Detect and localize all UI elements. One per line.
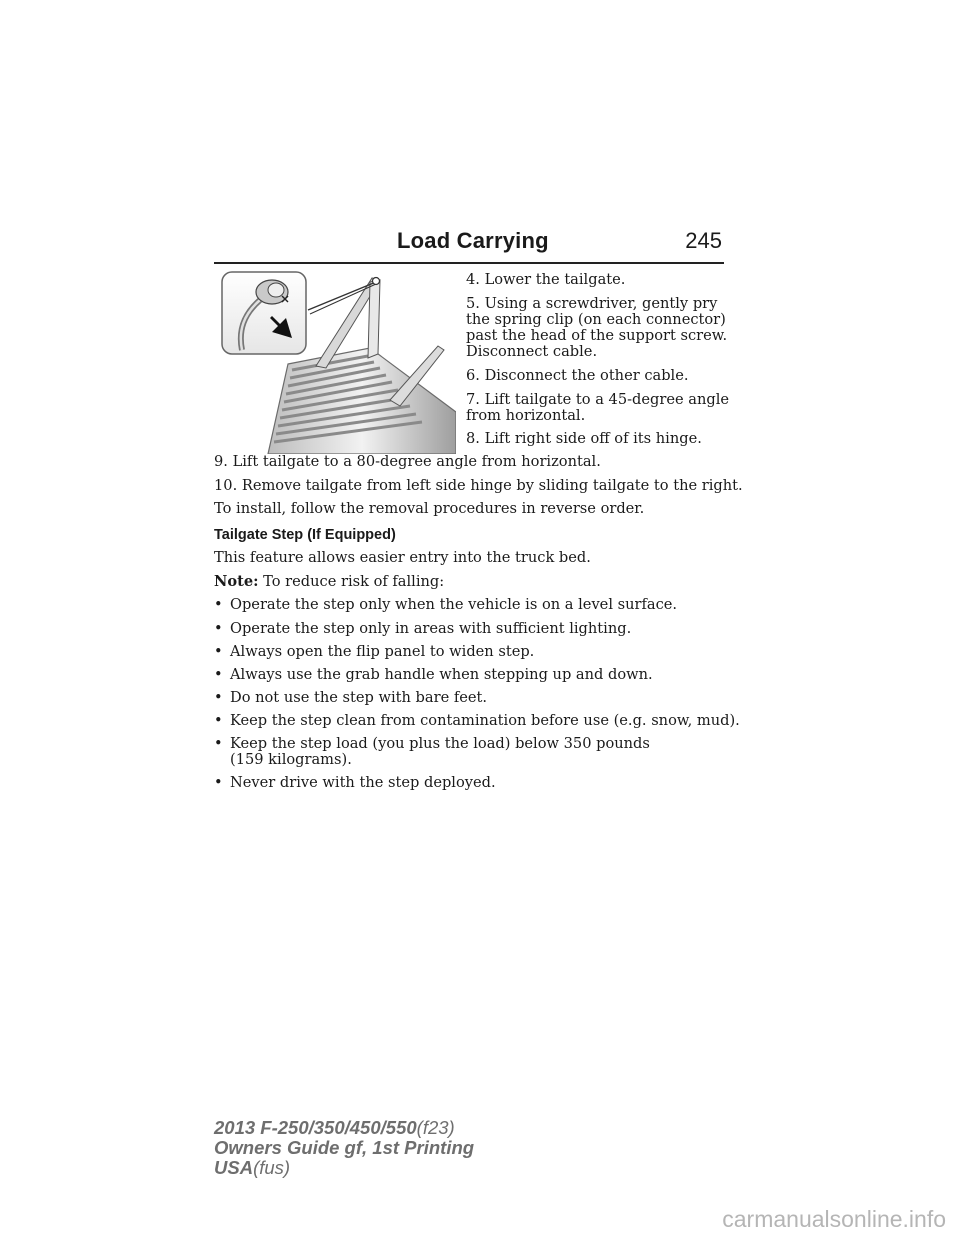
note-text: To reduce risk of falling:: [263, 573, 445, 590]
footer-line-2: [214, 1138, 474, 1158]
bullet-dot: •: [214, 712, 223, 729]
section-title: Load Carrying: [397, 228, 549, 253]
note-label: Note:: [214, 573, 259, 590]
step-9: 9. Lift tailgate to a 80-degree angle from horizontal.: [214, 453, 601, 470]
step-5-line-1: 5. Using a screwdriver, gently pry: [466, 295, 718, 312]
step-5-line-3: past the head of the support screw.: [466, 327, 728, 344]
page-header: [214, 228, 724, 264]
bullet-dot: •: [214, 689, 223, 706]
step-5-line-2: the spring clip (on each connector): [466, 311, 726, 328]
document-footer: [214, 1118, 474, 1178]
bullet-dot: •: [214, 643, 223, 660]
page-number: 245: [685, 228, 722, 253]
list-item-text: Always open the flip panel to widen step.: [230, 643, 535, 660]
footer-line-3: [214, 1158, 474, 1178]
install-instruction: To install, follow the removal procedures in reverse order.: [214, 500, 645, 517]
bullet-dot: •: [214, 735, 223, 752]
step-8: 8. Lift right side off of its hinge.: [466, 430, 702, 447]
footer-market: USA: [214, 1157, 254, 1178]
footer-line-1: [214, 1118, 474, 1138]
list-item-text: Operate the step only in areas with sufficient lighting.: [230, 620, 632, 637]
step-7-line-2: from horizontal.: [466, 407, 586, 424]
step-10: 10. Remove tailgate from left side hinge by sliding tailgate to the right.: [214, 477, 743, 494]
step-7-line-1: 7. Lift tailgate to a 45-degree angle: [466, 391, 729, 408]
tailgate-cable-illustration: [220, 270, 456, 454]
section-heading: Tailgate Step (If Equipped): [214, 527, 396, 543]
footer-market-code: (fus): [253, 1157, 291, 1178]
bullet-dot: •: [214, 774, 223, 791]
footer-edition: Owners Guide gf, 1st Printing: [214, 1137, 475, 1158]
header-rule: [214, 262, 724, 264]
list-item-text: Do not use the step with bare feet.: [230, 689, 488, 706]
step-5-line-4: Disconnect cable.: [466, 343, 598, 360]
footer-model-code: (f23): [416, 1117, 455, 1138]
list-item-continuation: (159 kilograms).: [230, 751, 352, 768]
list-item-text: Operate the step only when the vehicle is on a level surface.: [230, 596, 678, 613]
watermark: carmanualsonline.info: [722, 1206, 946, 1232]
note: [214, 574, 444, 590]
bullet-dot: •: [214, 620, 223, 637]
step-4: 4. Lower the tailgate.: [466, 271, 626, 288]
list-item-text: Keep the step load (you plus the load) below 350 pounds: [230, 735, 650, 752]
step-6: 6. Disconnect the other cable.: [466, 367, 689, 384]
bullet-dot: •: [214, 666, 223, 683]
list-item-text: Never drive with the step deployed.: [230, 774, 496, 791]
intro-text: This feature allows easier entry into the truck bed.: [214, 549, 591, 566]
footer-model: 2013 F-250/350/450/550: [214, 1117, 417, 1138]
list-item-text: Always use the grab handle when stepping up and down.: [230, 666, 653, 683]
list-item-text: Keep the step clean from contamination before use (e.g. snow, mud).: [230, 712, 740, 729]
bullet-dot: •: [214, 596, 223, 613]
